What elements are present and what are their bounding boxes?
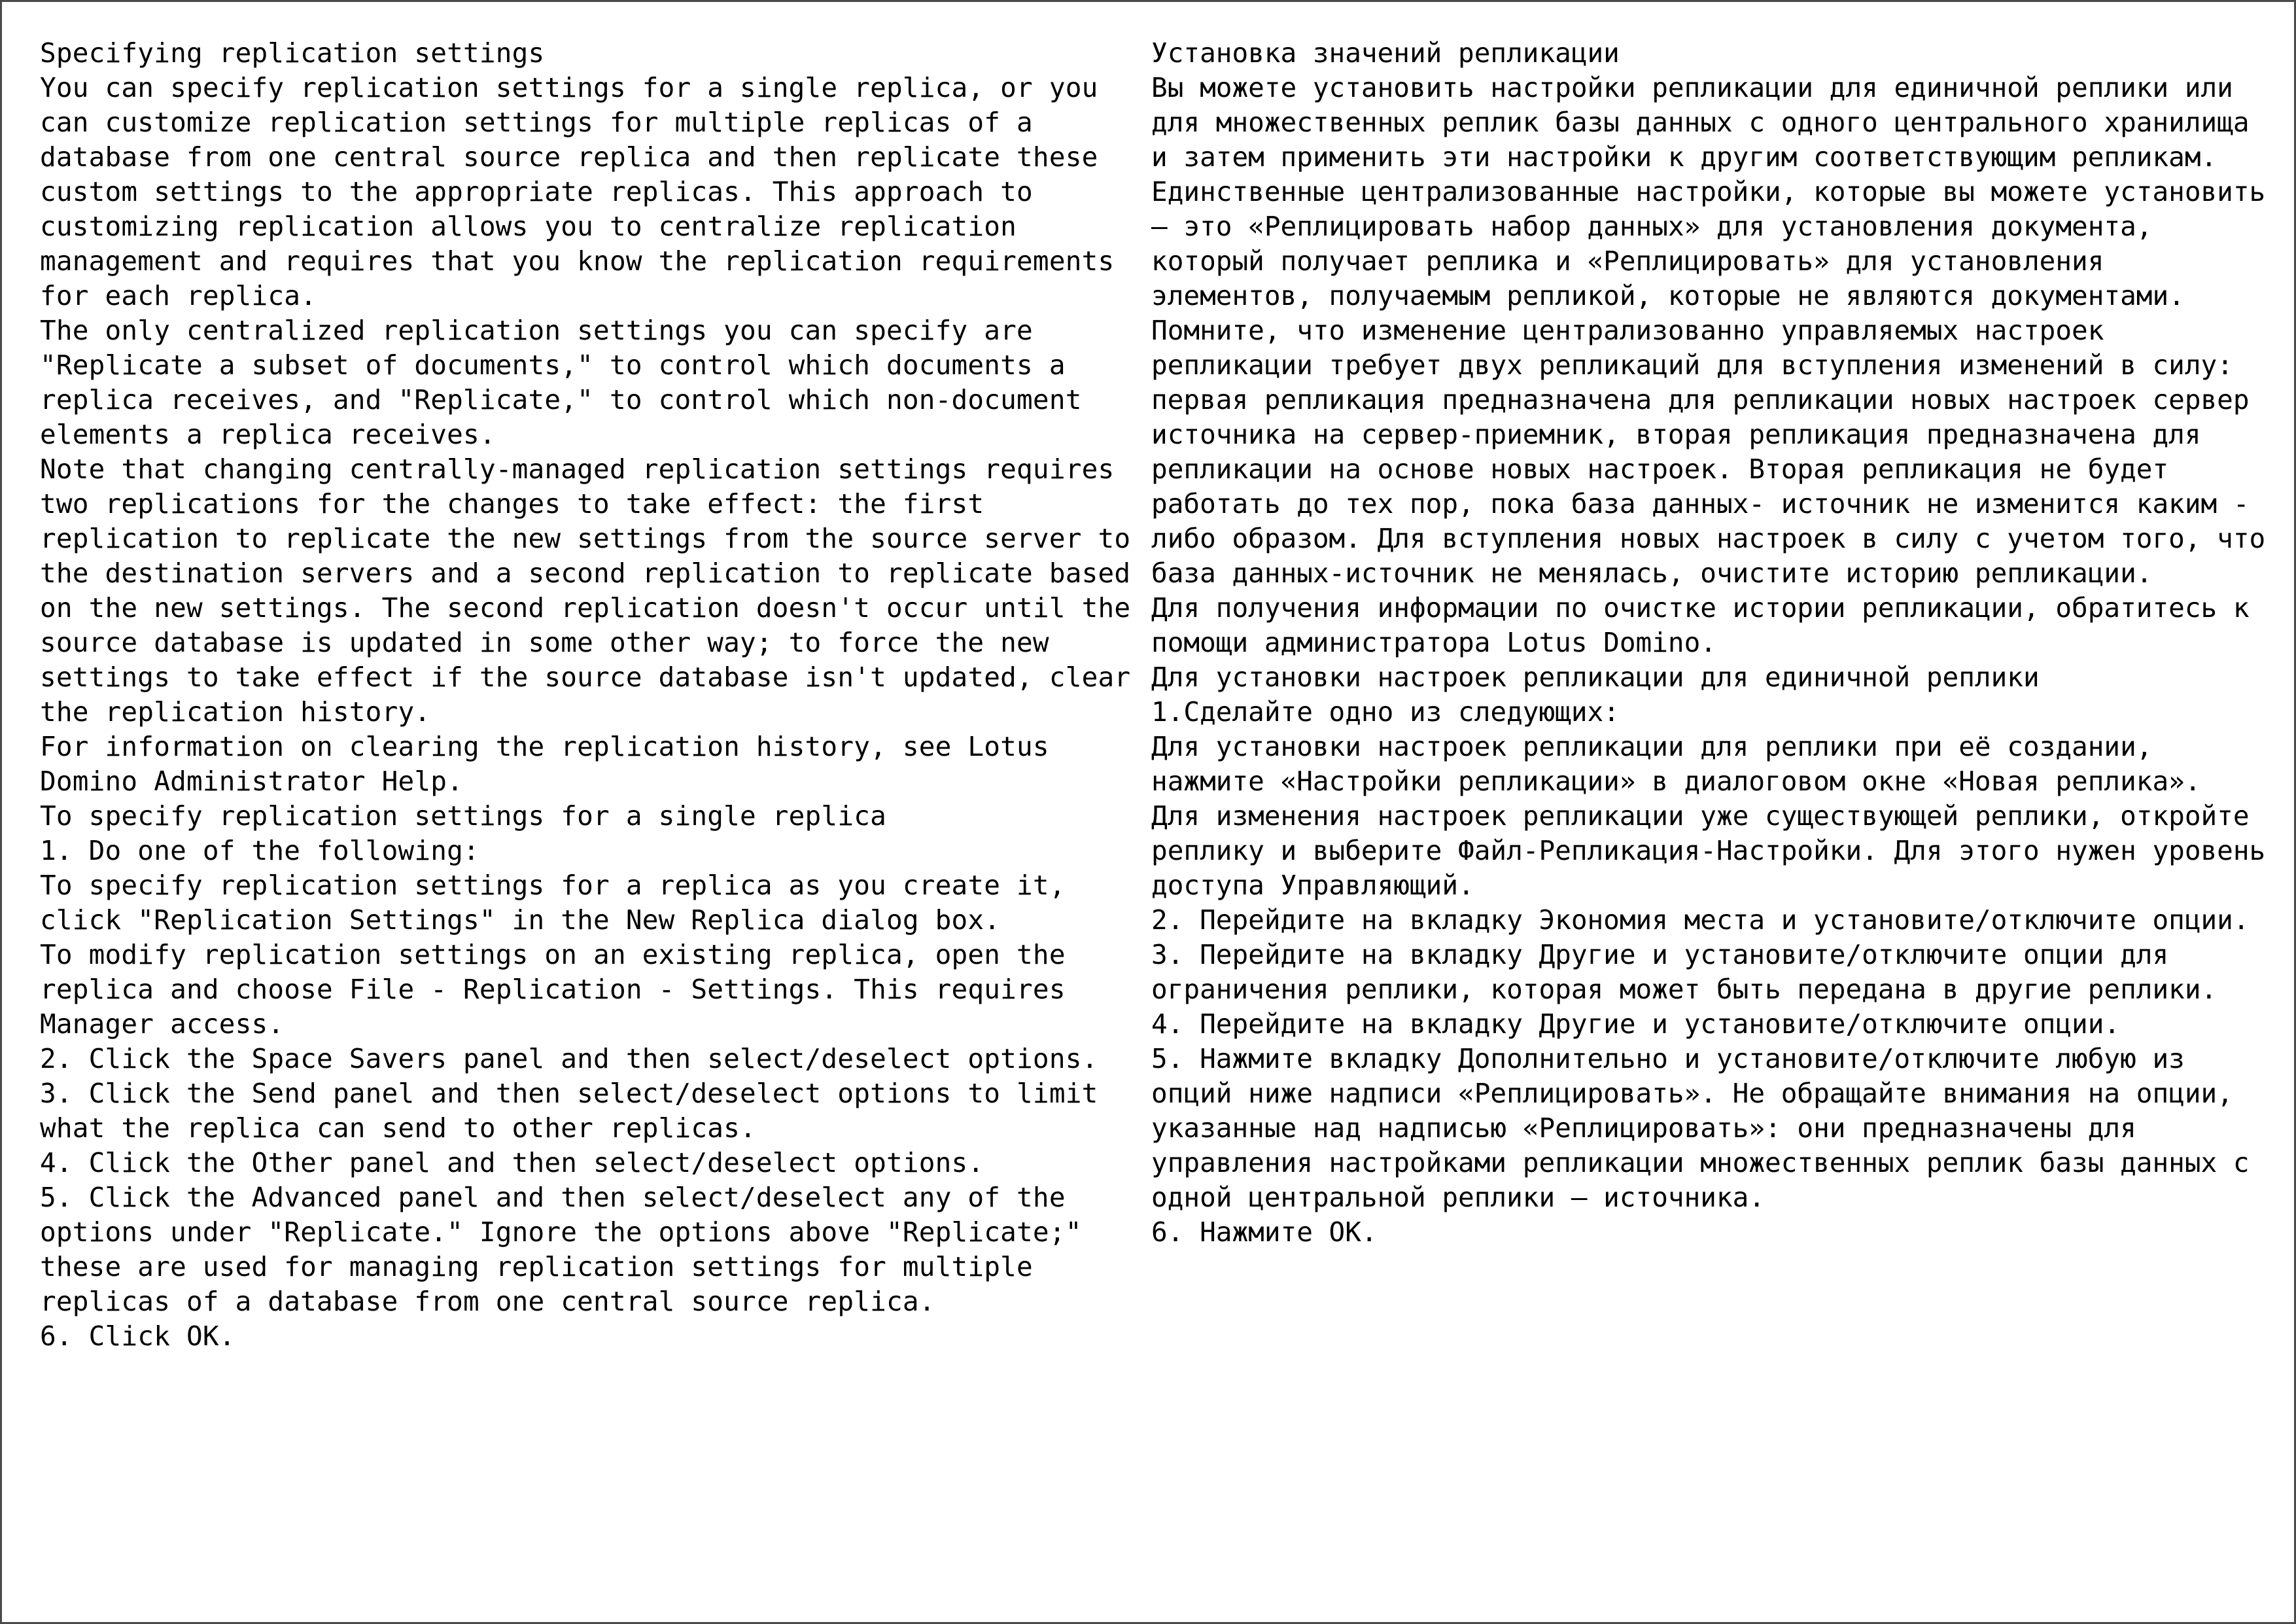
translation-paragraph: Для получения информации по очистке истории репликации, обратитесь к помощи администратора Lotus Domino. bbox=[1151, 592, 2266, 658]
translation-paragraph: 3. Перейдите на вкладку Другие и установите/отключите опции для ограничения реплики, которая может быть передана в другие реплики. bbox=[1151, 939, 2218, 1005]
translation-text-column bbox=[1138, 36, 2294, 1250]
translation-paragraph: Для установки настроек репликации для единичной реплики bbox=[1151, 662, 2040, 693]
translation-paragraph: 2. Перейдите на вкладку Экономия места и установите/отключите опции. bbox=[1151, 904, 2250, 936]
translation-paragraph: Единственные централизованные настройки, которые вы можете установить – это «Реплицировать набор данных» для установления документа, который получает реплика и «Реплицировать» для установления элементов, получаемым репликой, которые не являются документами. bbox=[1151, 176, 2282, 311]
translation-paragraph: 6. Нажмите ОК. bbox=[1151, 1216, 1378, 1248]
source-paragraph: To modify replication settings on an existing replica, open the replica and choose File - Replication - Settings. This requires Manager access. bbox=[40, 939, 1082, 1040]
translation-title: Установка значений репликации bbox=[1151, 37, 1620, 69]
translation-paragraph: 5. Нажмите вкладку Дополнительно и установите/отключите любую из опций ниже надписи «Реплицировать». Не обращайте внимания на опции, указанные над надписью «Реплицировать»: они предназначены для управления настройками репликации множественных реплик базы данных с одной центральной реплики – источника. bbox=[1151, 1043, 2266, 1213]
bilingual-columns bbox=[2, 36, 2294, 1354]
source-paragraph: 5. Click the Advanced panel and then select/deselect any of the options under "Replicate." Ignore the options above "Replicate;" these are used for managing replication settings for multiple replicas of a database from one central source replica. bbox=[40, 1182, 1098, 1317]
translation-paragraph: Для изменения настроек репликации уже существующей реплики, откройте реплику и выберите Файл-Репликация-Настройки. Для этого нужен уровень доступа Управляющий. bbox=[1151, 800, 2282, 901]
source-paragraph: The only centralized replication settings you can specify are "Replicate a subset of documents," to control which documents a replica receives, and "Replicate," to control which non-document elements a replica receives. bbox=[40, 315, 1098, 450]
source-paragraph: 2. Click the Space Savers panel and then select/deselect options. bbox=[40, 1043, 1098, 1074]
source-paragraph: To specify replication settings for a replica as you create it, click "Replication Settings" in the New Replica dialog box. bbox=[40, 870, 1082, 936]
source-paragraph: 6. Click OK. bbox=[40, 1320, 235, 1352]
source-paragraph: Note that changing centrally-managed replication settings requires two replications for the changes to take effect: the first replication to replicate the new settings from the source server to the destination servers and a second replication to replicate based on the new settings. The second replication doesn't occur until the source database is updated in some other way; to force the new settings to take effect if the source database isn't updated, clear the replication history. bbox=[40, 453, 1147, 728]
source-paragraph: For information on clearing the replication history, see Lotus Domino Administrator Help. bbox=[40, 731, 1066, 797]
source-text-column bbox=[2, 36, 1147, 1354]
source-paragraph: 1. Do one of the following: bbox=[40, 835, 479, 866]
translation-paragraph: Помните, что изменение централизованно управляемых настроек репликации требует двух репликаций для вступления изменений в силу: первая репликация предназначена для репликации новых настроек сервер источника на сервер-приемник, вторая репликация предназначена для репликации на основе новых настроек. Вторая репликация не будет работать до тех пор, пока база данных- источник не изменится каким - либо образом. Для вступления новых настроек в силу с учетом того, что база данных-источник не менялась, очистите историю репликации. bbox=[1151, 315, 2282, 589]
source-paragraph: 3. Click the Send panel and then select/deselect options to limit what the replica can send to other replicas. bbox=[40, 1078, 1115, 1144]
source-paragraph: 4. Click the Other panel and then select/deselect options. bbox=[40, 1147, 984, 1178]
translation-paragraph: 4. Перейдите на вкладку Другие и установите/отключите опции. bbox=[1151, 1008, 2121, 1040]
source-title: Specifying replication settings bbox=[40, 37, 545, 69]
source-paragraph: You can specify replication settings for a single replica, or you can customize replication settings for multiple replicas of a database from one central source replica and then replicate these custom settings to the appropriate replicas. This approach to customizing replication allows you to centralize replication management and requires that you know the replication requirements for each replica. bbox=[40, 72, 1131, 311]
translation-paragraph: 1.Сделайте одно из следующих: bbox=[1151, 696, 1620, 728]
source-paragraph: To specify replication settings for a single replica bbox=[40, 800, 886, 832]
translation-paragraph: Вы можете установить настройки репликации для единичной реплики или для множественных реплик базы данных с одного центрального хранилища и затем применить эти настройки к другим соответствующим репликам. bbox=[1151, 72, 2266, 173]
translation-paragraph: Для установки настроек репликации для реплики при её создании, нажмите «Настройки репликации» в диалоговом окне «Новая реплика». bbox=[1151, 731, 2201, 797]
